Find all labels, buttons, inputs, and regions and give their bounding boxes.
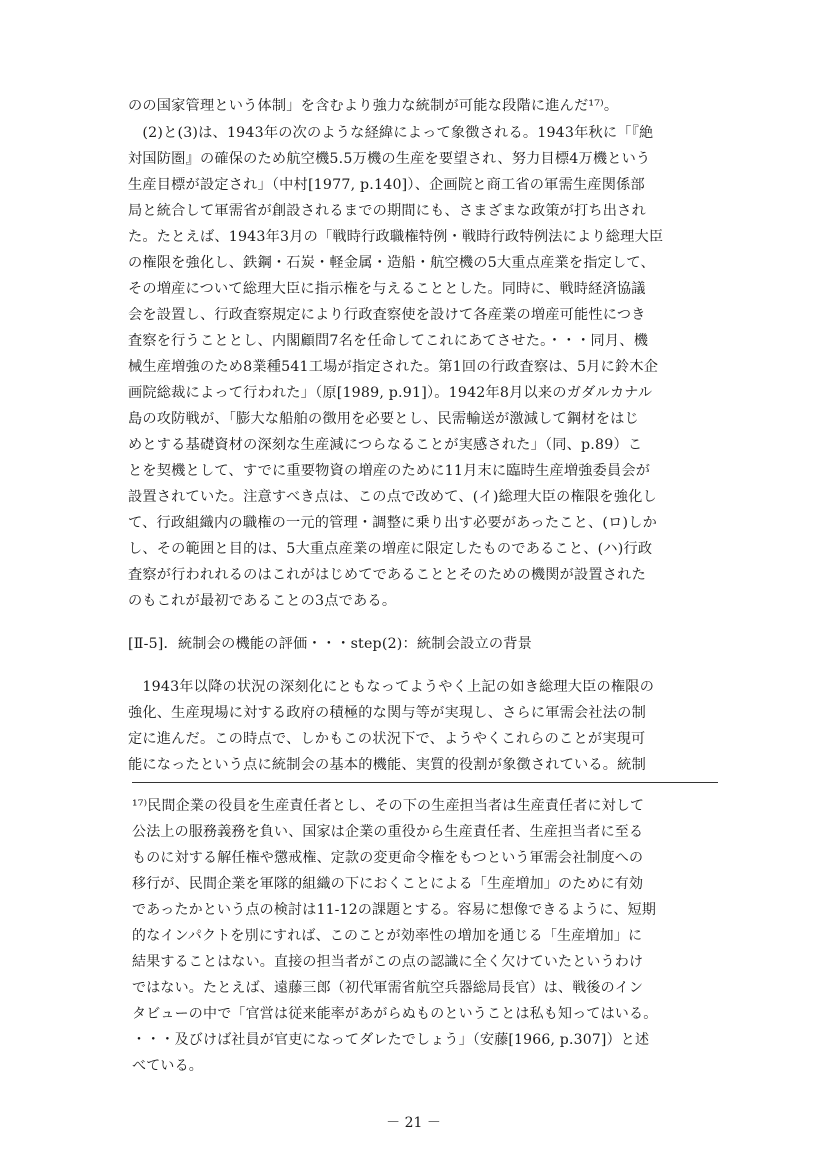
text-line: めとする基礎資材の深刻な生産減につらなることが実感された」（同、p.89）こ — [128, 437, 643, 453]
text-line: 設置されていた。注意すべき点は、この点で改めて、(イ)総理大臣の権限を強化し — [128, 489, 657, 505]
text-line: 査察を行うこととし、内閣顧問7名を任命してこれにあてさせた。・・・同月、機 — [128, 333, 649, 349]
footnote-line: タビューの中で「官営は従来能率があがらぬものということは私も知ってはいる。 — [132, 1006, 658, 1022]
text-line: て、行政組織内の職権の一元的管理・調整に乗り出す必要があったこと、(ロ)しか — [128, 515, 657, 531]
text-line: のもこれが最初であることの3点である。 — [128, 593, 397, 609]
text-line: 画院総裁によって行われた」（原[1989, p.91]）。1942年8月以来のガダルカナル — [128, 385, 653, 401]
footnote-line: ・・・及びけば社員が官吏になってダレたでしょう」（安藤[1966, p.307]）と述 — [132, 1032, 650, 1048]
footnote-line: ものに対する解任権や懲戒権、定款の変更命令権をもつという軍需会社制度への — [132, 850, 644, 866]
text-line: し、その範囲と目的は、5大重点産業の増産に限定したものであること、(ハ)行政 — [128, 541, 653, 557]
text-line: 会を設置し、行政査察規定により行政査察使を設けて各産業の増産可能性につき — [128, 307, 646, 323]
text-line: 能になったという点に統制会の基本的機能、実質的役割が象徴されている。統制 — [128, 757, 646, 773]
text-line: とを契機として、すでに重要物資の増産のために11月末に臨時生産増強委員会が — [128, 463, 651, 479]
footnote-line: ではない。たとえば、遠藤三郎（初代軍需省航空兵器総局長官）は、戦後のイン — [132, 980, 644, 996]
text-line: その増産について総理大臣に指示権を与えることとした。同時に、戦時経済協議 — [128, 281, 646, 297]
footnote-line: であったかという点の検討は11-12の課題とする。容易に想像できるように、短期 — [132, 902, 657, 918]
text-line: の権限を強化し、鉄鋼・石炭・軽金属・造船・航空機の5大重点産業を指定して、 — [128, 255, 655, 271]
text-line: 定に進んだ。この時点で、しかもこの状況下で、ようやくこれらのことが実現可 — [128, 731, 646, 747]
text-line: 生産目標が設定され」（中村[1977, p.140]）、企画院と商工省の軍需生産関係部 — [128, 177, 645, 193]
footnote-line: 公法上の服務義務を負い、国家は企業の重役から生産責任者、生産担当者に至る — [132, 824, 644, 840]
footnote-divider — [132, 782, 718, 783]
text-line: 械生産増強のため8業種541工場が指定された。第1回の行政査察は、5月に鈴木企 — [128, 359, 659, 375]
footnote-line: 結果することはない。直接の担当者がこの点の認識に全く欠けていたというわけ — [132, 954, 644, 970]
text-line: 1943年以降の状況の深刻化にともなってようやく上記の如き総理大臣の権限の — [128, 679, 655, 695]
text-line: 査察が行われれるのはこれがはじめてであることとそのための機関が設置された — [128, 567, 646, 583]
section-heading: [Ⅱ-5]．統制会の機能の評価・・・step(2)：統制会設立の背景 — [128, 636, 533, 652]
page-number: － 21 － — [386, 1115, 441, 1131]
text-line: (2)と(3)は、1943年の次のような経緯によって象徴される。1943年秋に「『絶 — [128, 125, 654, 141]
text-line: のの国家管理という体制」を含むより強力な統制が可能な段階に進んだ¹⁷⁾。 — [128, 98, 619, 114]
text-line: 島の攻防戦が、「膨大な船舶の徴用を必要とし、民需輸送が激減して鋼材をはじ — [128, 411, 639, 427]
footnote-line: 的なインパクトを別にすれば、このことが効率性の増加を通じる「生産増加」に — [132, 928, 643, 944]
footnote-line: ¹⁷⁾民間企業の役員を生産責任者とし、その下の生産担当者は生産責任者に対して — [132, 798, 645, 814]
text-line: 強化、生産現場に対する政府の積極的な関与等が実現し、さらに軍需会社法の制 — [128, 705, 646, 721]
text-line: 局と統合して軍需省が創設されるまでの期間にも、さまざまな政策が打ち出され — [128, 203, 646, 219]
text-line: 対国防圏』の確保のため航空機5.5万機の生産を要望され、努力目標4万機という — [128, 151, 651, 167]
text-line: た。たとえば、1943年3月の「戦時行政職権特例・戦時行政特例法により総理大臣 — [128, 229, 664, 245]
footnote-line: 移行が、民間企業を軍隊的組織の下におくことによる「生産増加」のために有効 — [132, 876, 644, 892]
footnote-line: べている。 — [132, 1058, 203, 1074]
